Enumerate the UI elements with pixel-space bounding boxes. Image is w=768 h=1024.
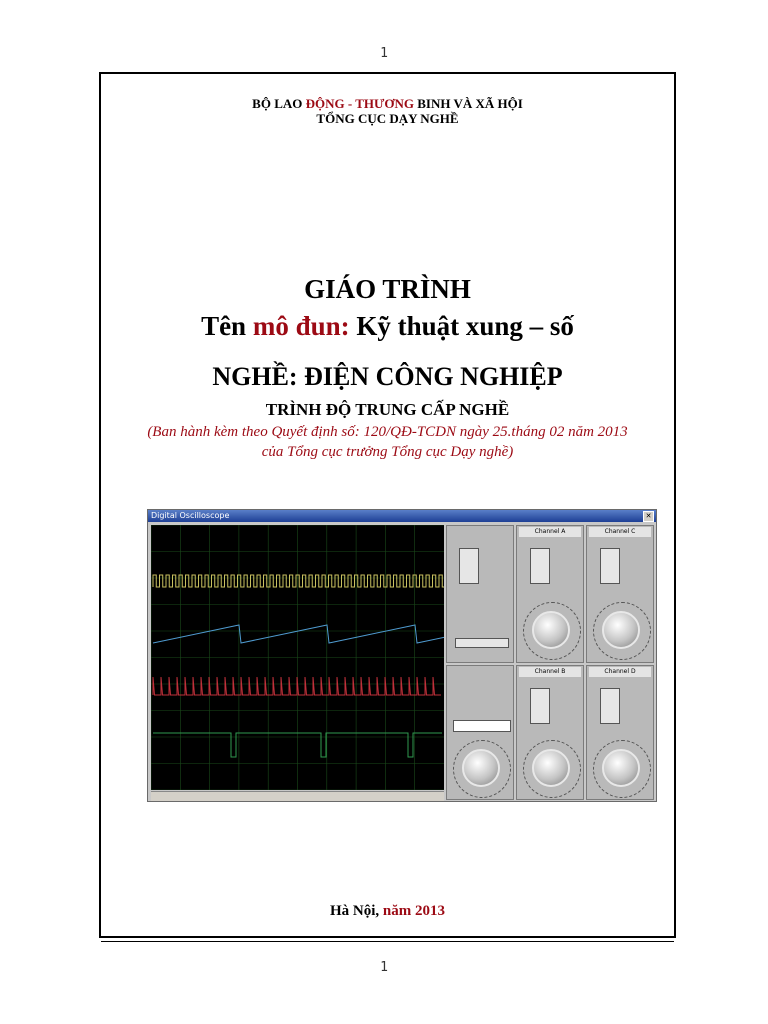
control-panels (446, 525, 654, 800)
profession-title: NGHỀ: ĐIỆN CÔNG NGHIỆP (212, 362, 563, 391)
channel-a-panel: Channel A (516, 525, 584, 663)
channel-b-knob (532, 749, 570, 787)
channel-c-panel: Channel C (586, 525, 654, 663)
oscilloscope-screen (151, 525, 444, 790)
trace-channel-b (153, 625, 444, 643)
module-name: Tên mô đun: Kỹ thuật xung – số (201, 311, 574, 341)
channel-d-position-spinner (600, 688, 620, 724)
department-name: TỔNG CỤC DẠY NGHỀ (316, 111, 459, 126)
oscilloscope-image (147, 509, 657, 802)
ministry-name: BỘ LAO ĐỘNG - THƯƠNG BINH VÀ XÃ HỘI (252, 96, 523, 111)
page-number-top: 1 (380, 46, 388, 61)
decree-line-2: của Tổng cục trưởng Tổng cục Dạy nghề) (261, 444, 514, 460)
decree-line-1: (Ban hành kèm theo Quyết định số: 120/QĐ-TCDN ngày 25.tháng 02 năm 2013 (147, 424, 628, 440)
channel-a-knob (532, 611, 570, 649)
trigger-level-spinner (459, 548, 479, 584)
channel-d-knob (602, 749, 640, 787)
document-type: GIÁO TRÌNH (304, 274, 471, 304)
oscilloscope-titlebar: Digital Oscilloscope ✕ (148, 510, 656, 522)
channel-c-position-spinner (600, 548, 620, 584)
channel-c-knob (602, 611, 640, 649)
channel-a-position-spinner (530, 548, 550, 584)
cover-frame (99, 72, 676, 938)
trace-channel-a (153, 575, 444, 587)
close-icon: ✕ (643, 511, 654, 522)
timebase-panel (446, 665, 514, 800)
place-and-year: Hà Nội, năm 2013 (329, 903, 445, 919)
timebase-knob (462, 749, 500, 787)
page-number-bottom: 1 (380, 960, 388, 975)
level-title: TRÌNH ĐỘ TRUNG CẤP NGHỀ (265, 400, 510, 419)
channel-d-panel: Channel D (586, 665, 654, 800)
trigger-panel (446, 525, 514, 663)
channel-b-position-spinner (530, 688, 550, 724)
channel-b-panel: Channel B (516, 665, 584, 800)
trace-channel-c (153, 677, 441, 695)
trigger-source-bar (455, 638, 509, 648)
timebase-position-field (453, 720, 511, 732)
horizontal-scrollbar (151, 791, 444, 801)
